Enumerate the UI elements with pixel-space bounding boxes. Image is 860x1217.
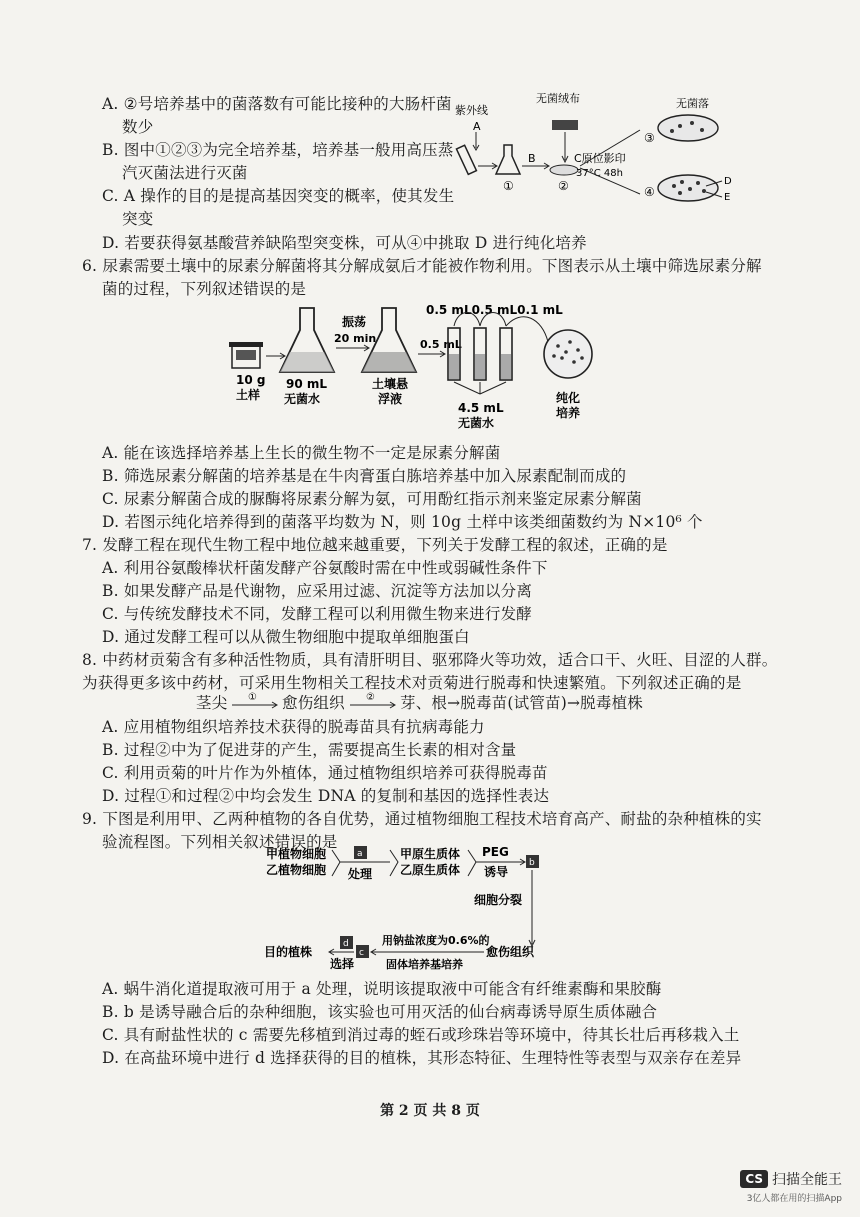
q8-option-c: C. 利用贡菊的叶片作为外植体，通过植物组织培养可获得脱毒苗 [102,764,548,782]
q5-condition: 37°C 48h [576,168,623,179]
q5-d-label: D [724,176,732,187]
q6-soil-label: 土样 [236,388,261,402]
q8-option-d: D. 过程①和过程②中均会发生 DNA 的复制和基因的选择性表达 [102,787,550,805]
svg-text:①: ① [248,692,257,703]
q5-flask [496,145,520,174]
q9-option-d: D. 在高盐环境中进行 d 选择获得的目的植株，其形态特征、生理特性等表型与双亲存在差异 [102,1049,742,1067]
q8-flow-callus: 愈伤组织 [282,694,345,712]
q6-time-label: 20 min [334,332,377,345]
q6-pure-label2: 培养 [556,406,581,420]
q5-c-label: C原位影印 [574,152,626,165]
q6-option-d: D. 若图示纯化培养得到的菌落平均数为 N，则 10g 土样中该类细菌数约为 N×10⁶ 个 [102,513,703,531]
q6-option-a: A. 能在该选择培养基上生长的微生物不一定是尿素分解菌 [102,444,501,462]
q5-e-label: E [724,192,731,203]
svg-text:d: d [343,939,349,949]
q9-peg-label: PEG [482,845,509,859]
q9-medium-label1: 用钠盐浓度为0.6%的 [382,934,490,947]
q9-induce-label: 诱导 [484,865,509,879]
q9-option-a: A. 蜗牛消化道提取液可用于 a 处理，说明该提取液中可能含有纤维素酶和果胶酶 [102,980,662,998]
q6-option-c: C. 尿素分解菌合成的脲酶将尿素分解为氨，可用酚红指示剂来鉴定尿素分解菌 [102,490,642,508]
scanner-logo: CS [740,1170,768,1188]
q5-a-label: A [473,120,481,133]
q6-stem-line2: 菌的过程，下列叙述错误的是 [102,280,307,298]
q9-option-c: C. 具有耐盐性状的 c 需要先移植到消过毒的蛭石或珍珠岩等环境中，待其长壮后再移栽入土 [102,1026,740,1044]
page-number: 第 2 页 共 8 页 [380,1103,480,1119]
q6-soil-amount: 10 g [236,373,266,387]
q6-pure-label1: 纯化 [556,391,581,405]
q5-option-c-line1: C. A 操作的目的是提高基因突变的概率，使其发生 [102,187,455,205]
q5-test-tube [456,145,476,174]
q6-dilution-figure [222,298,612,436]
q5-plate-2 [550,165,578,175]
q6-tube-water-amount: 4.5 mL [458,401,504,415]
q5-no-colony-label: 无菌落 [676,97,709,110]
q7-option-a: A. 利用谷氨酸棒状杆菌发酵产谷氨酸时需在中性或弱碱性条件下 [102,559,548,577]
q5-num-4: ④ [644,185,655,199]
q6-transfer-label: 0.5 mL [420,338,462,351]
q7-option-d: D. 通过发酵工程可以从微生物细胞中提取单细胞蛋白 [102,628,470,646]
q6-water-label: 无菌水 [284,392,321,406]
q5-uv-label: 紫外线 [455,104,488,117]
svg-text:②: ② [366,692,375,703]
q5-option-a-line2: 数少 [122,118,154,136]
q9-proto-a: 甲原生质体 [400,847,461,861]
q8-stem-line2: 为获得更多该中药材，可采用生物相关工程技术对贡菊进行脱毒和快速繁殖。下列叙述正确的是 [82,674,742,692]
q9-stem-line2: 验流程图。下列相关叙述错误的是 [102,833,338,851]
q9-callus-label: 愈伤组织 [486,945,535,959]
q5-b-label: B [528,152,536,165]
q8-flow-stem-tip: 茎尖 [196,694,228,712]
q9-cell-b: 乙植物细胞 [266,863,327,877]
q9-option-b: B. b 是诱导融合后的杂种细胞，该实验也可用灭活的仙台病毒诱导原生质体融合 [102,1003,658,1021]
q6-shake-label: 振荡 [342,315,367,329]
scanner-watermark [740,1168,842,1204]
q9-cell-a: 甲植物细胞 [266,847,327,861]
q8-flow-arrow-1 [230,690,280,716]
q6-tube-volumes: 0.5 mL0.5 mL0.1 mL [426,303,563,317]
q5-num-2: ② [558,179,569,193]
q5-option-a-line1: A. ②号培养基中的菌落数有可能比接种的大肠杆菌 [102,95,452,113]
scanner-name: 扫描全能王 [772,1171,842,1188]
q8-option-a: A. 应用植物组织培养技术获得的脱毒苗具有抗病毒能力 [102,718,485,736]
q6-option-b: B. 筛选尿素分解菌的培养基是在牛肉膏蛋白胨培养基中加入尿素配制而成的 [102,467,627,485]
q6-susp-label1: 土壤悬 [372,377,409,391]
svg-text:b: b [529,858,535,868]
q8-option-b: B. 过程②中为了促进芽的产生，需要提高生长素的相对含量 [102,741,517,759]
q5-option-b-line2: 汽灭菌法进行灭菌 [122,164,248,182]
q7-option-c: C. 与传统发酵技术不同，发酵工程可以利用微生物来进行发酵 [102,605,532,623]
q5-option-c-line2: 突变 [122,210,154,228]
q5-plate-4 [658,175,718,201]
q9-target-label: 目的植株 [264,945,313,959]
q8-flow-rest: 芽、根→脱毒苗(试管苗)→脱毒植株 [400,694,643,712]
q6-stem-line1: 6. 尿素需要土壤中的尿素分解菌将其分解成氨后才能被作物利用。下图表示从土壤中筛选尿素分解 [82,257,762,275]
q5-num-3: ③ [644,131,655,145]
q7-stem: 7. 发酵工程在现代生物工程中地位越来越重要，下列关于发酵工程的叙述，正确的是 [82,536,668,554]
q6-susp-label2: 浮液 [378,392,403,406]
q9-medium-label2: 固体培养基培养 [386,958,463,971]
svg-text:c: c [359,948,364,958]
q9-stem-line1: 9. 下图是利用甲、乙两种植物的各自优势，通过植物细胞工程技术培育高产、耐盐的杂种植株的实 [82,810,762,828]
q8-stem-line1: 8. 中药材贡菊含有多种活性物质，具有清肝明目、驱邪降火等功效，适合口干、火旺、目涩的人群。 [82,651,778,669]
q6-culture-plate [544,330,592,378]
q6-water-amount: 90 mL [286,377,328,391]
q5-plate-3 [658,115,718,141]
q9-proto-b: 乙原生质体 [400,863,461,877]
q9-division-label: 细胞分裂 [474,893,523,907]
q7-option-b: B. 如果发酵产品是代谢物，应采用过滤、沉淀等方法加以分离 [102,582,533,600]
q9-select-label: 选择 [330,957,355,971]
q6-tube-water-label: 无菌水 [458,416,495,430]
q8-flow-arrow-2 [348,690,398,716]
q9-flow-figure [260,842,580,976]
q5-num-1: ① [503,179,514,193]
scanner-tagline: 3亿人都在用的扫描App [746,1193,842,1204]
q5-replica-plating-figure [440,90,740,215]
q5-option-b-line1: B. 图中①②③为完全培养基，培养基一般用高压蒸 [102,141,454,159]
q5-option-d: D. 若要获得氨基酸营养缺陷型突变株，可从④中挑取 D 进行纯化培养 [102,234,587,252]
q5-velvet-label: 无菌绒布 [536,92,580,105]
q9-treat-label: 处理 [348,867,373,881]
q5-velvet-block [552,120,578,130]
svg-text:a: a [357,849,363,859]
